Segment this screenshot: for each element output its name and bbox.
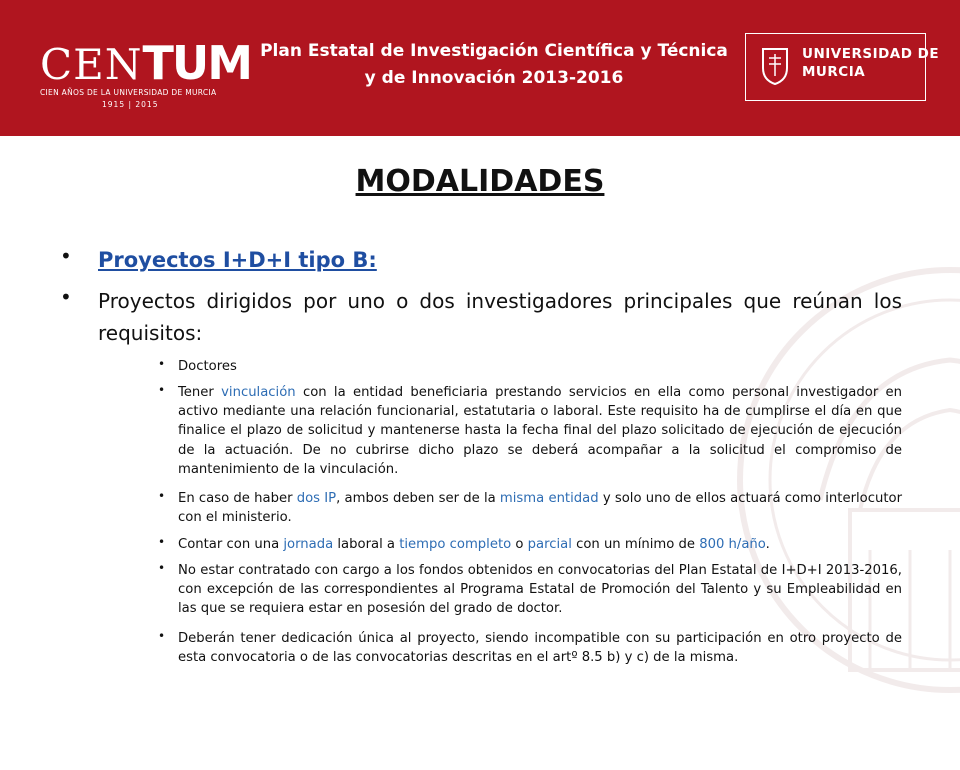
highlight-800-horas: 800 h/año [699,537,766,552]
shield-icon [760,46,790,86]
header-title-line1: Plan Estatal de Investigación Científica y Técnica [260,41,728,61]
project-type-b-link[interactable]: Proyectos I+D+I tipo B: [98,248,377,272]
university-name-line1: UNIVERSIDAD DE [802,46,940,62]
centum-years: 1915 | 2015 [102,100,159,109]
header-title-line2: y de Innovación 2013-2016 [364,68,624,88]
university-name-line2: MURCIA [802,64,866,80]
requirement-doctores: • Doctores [158,357,237,374]
bullet-icon: • [60,285,72,309]
requirement-jornada: • Contar con una jornada laboral a tiempo completo o parcial con un mínimo de 800 h/año. [158,535,770,552]
bullet-icon: • [158,561,166,575]
bullet-intro [60,285,902,349]
header-bar [0,0,960,136]
requirement-no-contratado: • No estar contratado con cargo a los fondos obtenidos en convocatorias del Plan Estatal de I+D+I 2013-2016, con excepción de las correspondientes al Programa Estatal de Promoción del Talento y su Empleabilidad en las que se requiera estar en posesión del grado de doctor. [158,561,902,617]
highlight-dos-ip: dos IP [296,491,337,506]
highlight-misma-entidad: misma entidad [499,491,599,506]
highlight-jornada: jornada [283,537,334,552]
bullet-icon: • [158,383,166,397]
bullet-icon: • [158,535,166,549]
bullet-intro-text: Proyectos dirigidos por uno o dos investigadores principales que reúnan los requisitos: [98,289,902,345]
requirement-dedicacion-unica: • Deberán tener dedicación única al proyecto, siendo incompatible con su participación en otro proyecto de esta convocatoria o de las convocatorias descritas en el artº 8.5 b) y c) de la misma. [158,629,902,666]
bullet-icon: • [158,489,166,503]
requirement-vinculacion: • Tener vinculación con la entidad beneficiaria prestando servicios en ella como personal investigador en activo mediante una relación funcionarial, estatutaria o laboral. Este requisito ha de cumplirse el día en que finalice el plazo de solicitud y mantenerse hasta la fecha final del plazo solicitado de ejecución de ejecución de la actuación. De no cubrirse dicho plazo se deberá acompañar a la solicitud el compromiso de mantenimiento de la vinculación. [158,383,903,477]
bullet-icon: • [60,244,72,268]
bullet-icon: • [158,629,166,643]
highlight-parcial: parcial [527,537,572,552]
slide-title: MODALIDADES [355,164,605,199]
highlight-tiempo-completo: tiempo completo [399,537,512,552]
highlight-vinculacion: vinculación [221,385,296,400]
universidad-murcia-logo [745,33,940,101]
bullet-heading [60,244,902,276]
bullet-icon: • [158,357,166,371]
centum-wordmark: CENTUM [40,36,252,90]
header-title [244,38,744,92]
centum-subtitle: CIEN AÑOS DE LA UNIVERSIDAD DE MURCIA [40,88,217,97]
centum-logo [40,36,252,112]
requirement-dos-ip: • En caso de haber dos IP, ambos deben ser de la misma entidad y solo uno de ellos actuará como interlocutor con el ministerio. [158,489,902,526]
